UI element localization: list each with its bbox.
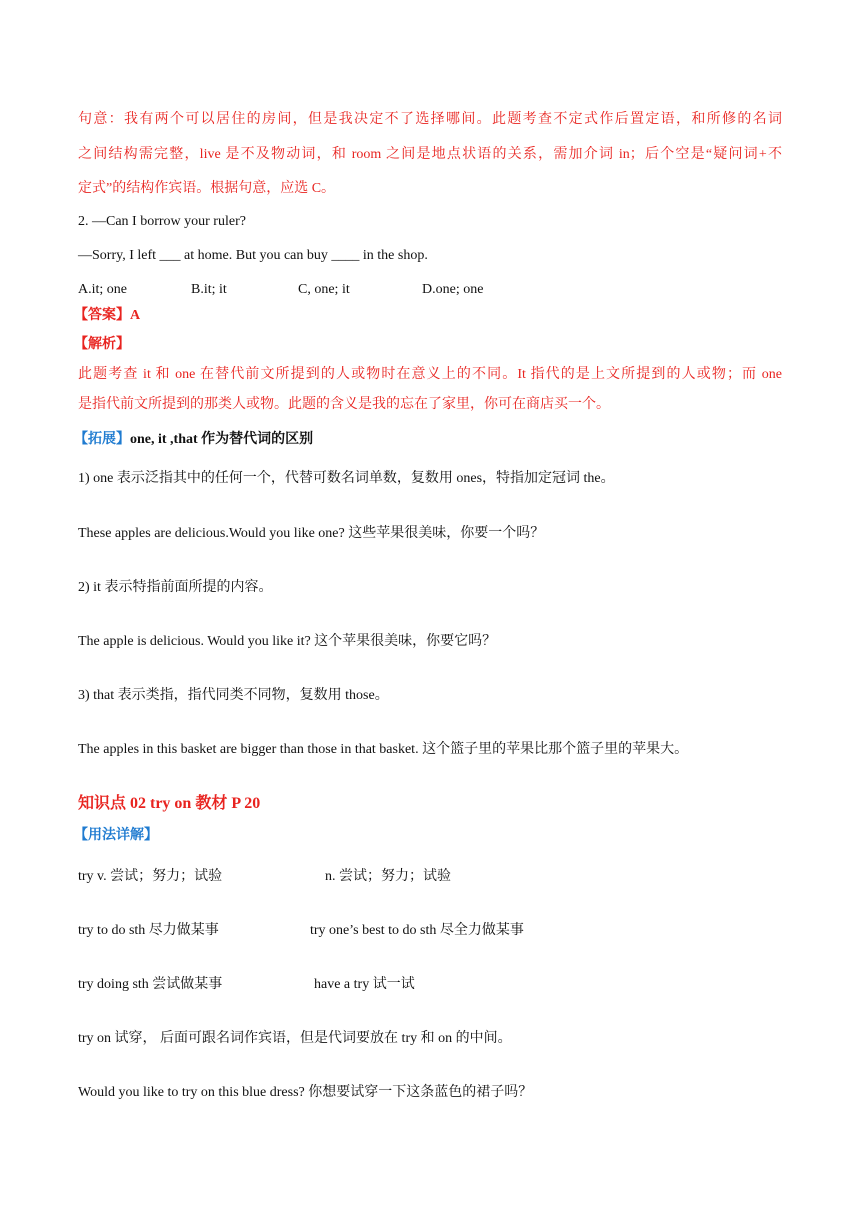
- extension-title: one, it ,that 作为替代词的区别: [130, 432, 314, 447]
- usage-row-1-right: n. 尝试；努力；试验: [325, 869, 451, 884]
- extension-heading: [74, 430, 313, 450]
- extension-item-1: 1) one 表示泛指其中的任何一个，代替可数名词单数，复数用 ones，特指加定冠词 the。: [78, 471, 615, 486]
- answer-label: 【答案】: [74, 308, 130, 323]
- usage-label: 【用法详解】: [74, 828, 158, 843]
- usage-row-2-left: try to do sth 尽力做某事: [78, 923, 219, 938]
- extension-item-5: 3) that 表示类指，指代同类不同物，复数用 those。: [78, 688, 389, 703]
- extension-item-2: These apples are delicious.Would you like one? 这些苹果很美味，你要一个吗？: [78, 526, 545, 541]
- extension-label: 【拓展】: [74, 432, 130, 447]
- question-2-line-2: —Sorry, I left ___ at home. But you can buy ____ in the shop.: [78, 248, 428, 263]
- option-b: B.it; it: [191, 282, 227, 297]
- question-2-stem: 2. —Can I borrow your ruler?: [78, 214, 246, 229]
- explanation-line-2: 是指代前文所提到的那类人或物。此题的含义是我的忘在了家里，你可在商店买一个。: [78, 397, 610, 412]
- usage-row-2-right: try one’s best to do sth 尽全力做某事: [310, 923, 524, 938]
- explanation-label: 【解析】: [74, 337, 130, 352]
- usage-example: Would you like to try on this blue dress? 你想要试穿一下这条蓝色的裙子吗？: [78, 1085, 533, 1100]
- answer-value: A: [130, 308, 141, 323]
- extension-item-4: The apple is delicious. Would you like it? 这个苹果很美味，你要它吗？: [78, 634, 497, 649]
- usage-row-3-left: try doing sth 尝试做某事: [78, 977, 223, 992]
- extension-item-3: 2) it 表示特指前面所提的内容。: [78, 580, 273, 595]
- usage-row-1-left: try v. 尝试；努力；试验: [78, 869, 223, 884]
- extension-item-6: The apples in this basket are bigger than those in that basket. 这个篮子里的苹果比那个篮子里的苹果大。: [78, 742, 689, 757]
- analysis-line-1: 句意：我有两个可以居住的房间，但是我决定不了选择哪间。此题考查不定式作后置定语，和所修的名词: [78, 112, 782, 127]
- usage-row-1: [78, 867, 451, 887]
- usage-row-3-right: have a try 试一试: [314, 977, 415, 992]
- usage-row-2: [78, 921, 524, 941]
- usage-note: try on 试穿， 后面可跟名词作宾语，但是代词要放在 try 和 on 的中间。: [78, 1031, 512, 1046]
- analysis-line-2: 之间结构需完整，live 是不及物动词，和 room 之间是地点状语的关系，需加介词 in；后个空是“疑问词+不: [78, 147, 782, 162]
- answer-line: [74, 306, 140, 326]
- question-2-options: [78, 280, 483, 300]
- analysis-line-3: 定式”的结构作宾语。根据句意，应选 C。: [78, 181, 336, 196]
- option-d: D.one; one: [422, 282, 484, 297]
- option-c: C, one; it: [298, 282, 350, 297]
- knowledge-point-title: 知识点 02 try on 教材 P 20: [78, 795, 261, 812]
- usage-row-3: [78, 975, 415, 995]
- option-a: A.it; one: [78, 282, 127, 297]
- explanation-line-1: 此题考查 it 和 one 在替代前文所提到的人或物时在意义上的不同。It 指代的是上文所提到的人或物；而 one: [78, 367, 782, 382]
